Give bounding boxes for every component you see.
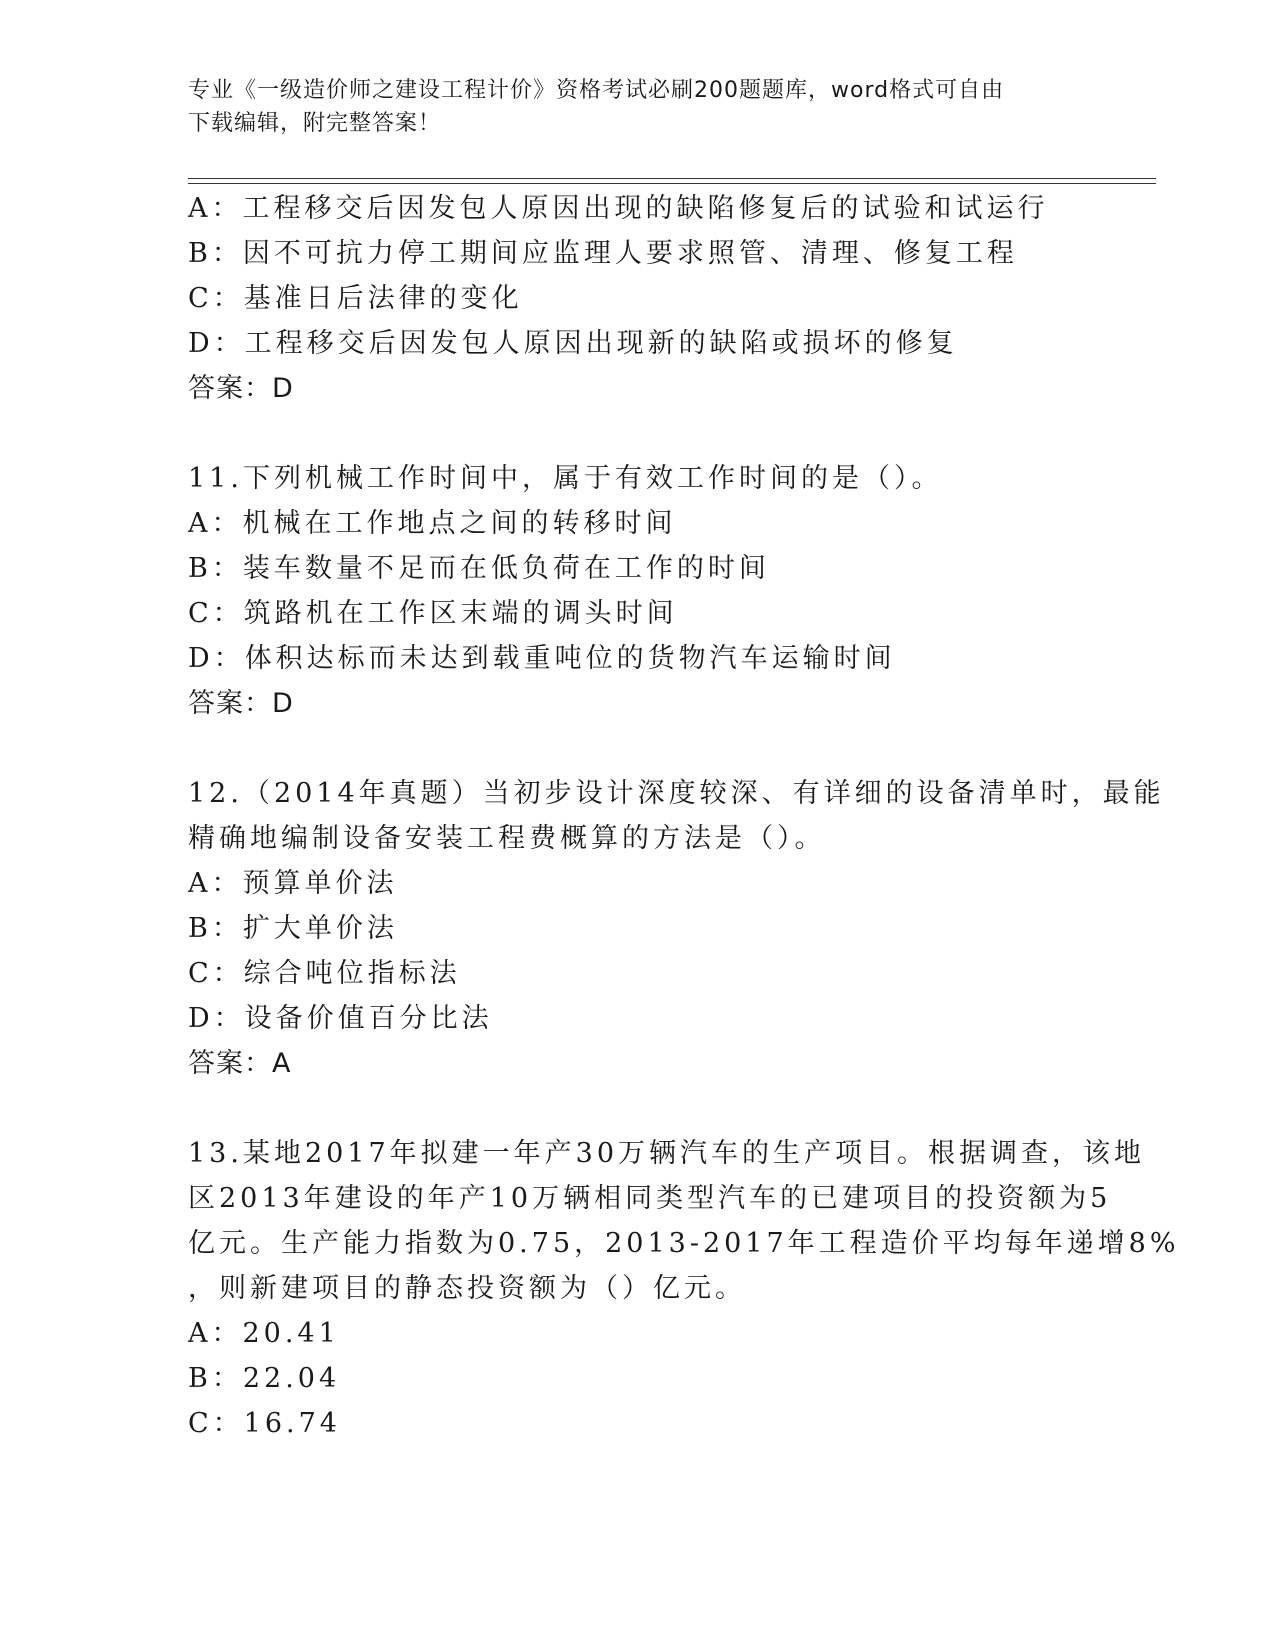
document-header: [188, 74, 1088, 140]
q10-option-b: B：因不可抗力停工期间应监理人要求照管、清理、修复工程: [188, 238, 1018, 269]
q10-option-d: D：工程移交后因发包人原因出现新的缺陷或损坏的修复: [188, 328, 958, 359]
header-divider-bottom: [188, 183, 1156, 184]
q13-question-line-1: 13.某地2017年拟建一年产30万辆汽车的生产项目。根据调查，该地: [188, 1138, 1146, 1169]
q12-option-d: D：设备价值百分比法: [188, 1003, 493, 1034]
q11-answer: 答案：D: [188, 688, 294, 719]
q13-option-c: C：16.74: [188, 1408, 341, 1439]
q10-answer: 答案：D: [188, 373, 294, 404]
q12-option-a: A：预算单价法: [188, 868, 398, 899]
header-line-2: 下载编辑，附完整答案！: [188, 111, 442, 136]
header-line-1: 专业《一级造价师之建设工程计价》资格考试必刷200题题库，word格式可自由: [188, 78, 1005, 103]
q12-question-line-1: 12.（2014年真题）当初步设计深度较深、有详细的设备清单时，最能: [188, 778, 1165, 809]
q13-question-line-3: 亿元。生产能力指数为0.75，2013-2017年工程造价平均每年递增8%: [188, 1228, 1180, 1259]
q13-option-b: B：22.04: [188, 1363, 341, 1394]
q10-option-a: A：工程移交后因发包人原因出现的缺陷修复后的试验和试运行: [188, 193, 1049, 224]
header-divider-top: [188, 178, 1156, 179]
q11-option-b: B：装车数量不足而在低负荷在工作的时间: [188, 553, 770, 584]
q13-option-a: A：20.41: [188, 1318, 340, 1349]
q11-option-c: C：筑路机在工作区末端的调头时间: [188, 598, 678, 629]
q11-question: 11.下列机械工作时间中，属于有效工作时间的是（）。: [188, 463, 943, 494]
q12-answer: 答案：A: [188, 1048, 292, 1079]
q11-option-d: D：体积达标而未达到载重吨位的货物汽车运输时间: [188, 643, 896, 674]
q11-option-a: A：机械在工作地点之间的转移时间: [188, 508, 677, 539]
q13-question-line-2: 区2013年建设的年产10万辆相同类型汽车的已建项目的投资额为5: [188, 1183, 1112, 1214]
q12-option-b: B：扩大单价法: [188, 913, 398, 944]
q10-option-c: C：基准日后法律的变化: [188, 283, 523, 314]
q12-question-line-2: 精确地编制设备安装工程费概算的方法是（）。: [188, 823, 826, 854]
q13-question-line-4: ，则新建项目的静态投资额为（）亿元。: [188, 1273, 746, 1304]
q12-option-c: C：综合吨位指标法: [188, 958, 461, 989]
